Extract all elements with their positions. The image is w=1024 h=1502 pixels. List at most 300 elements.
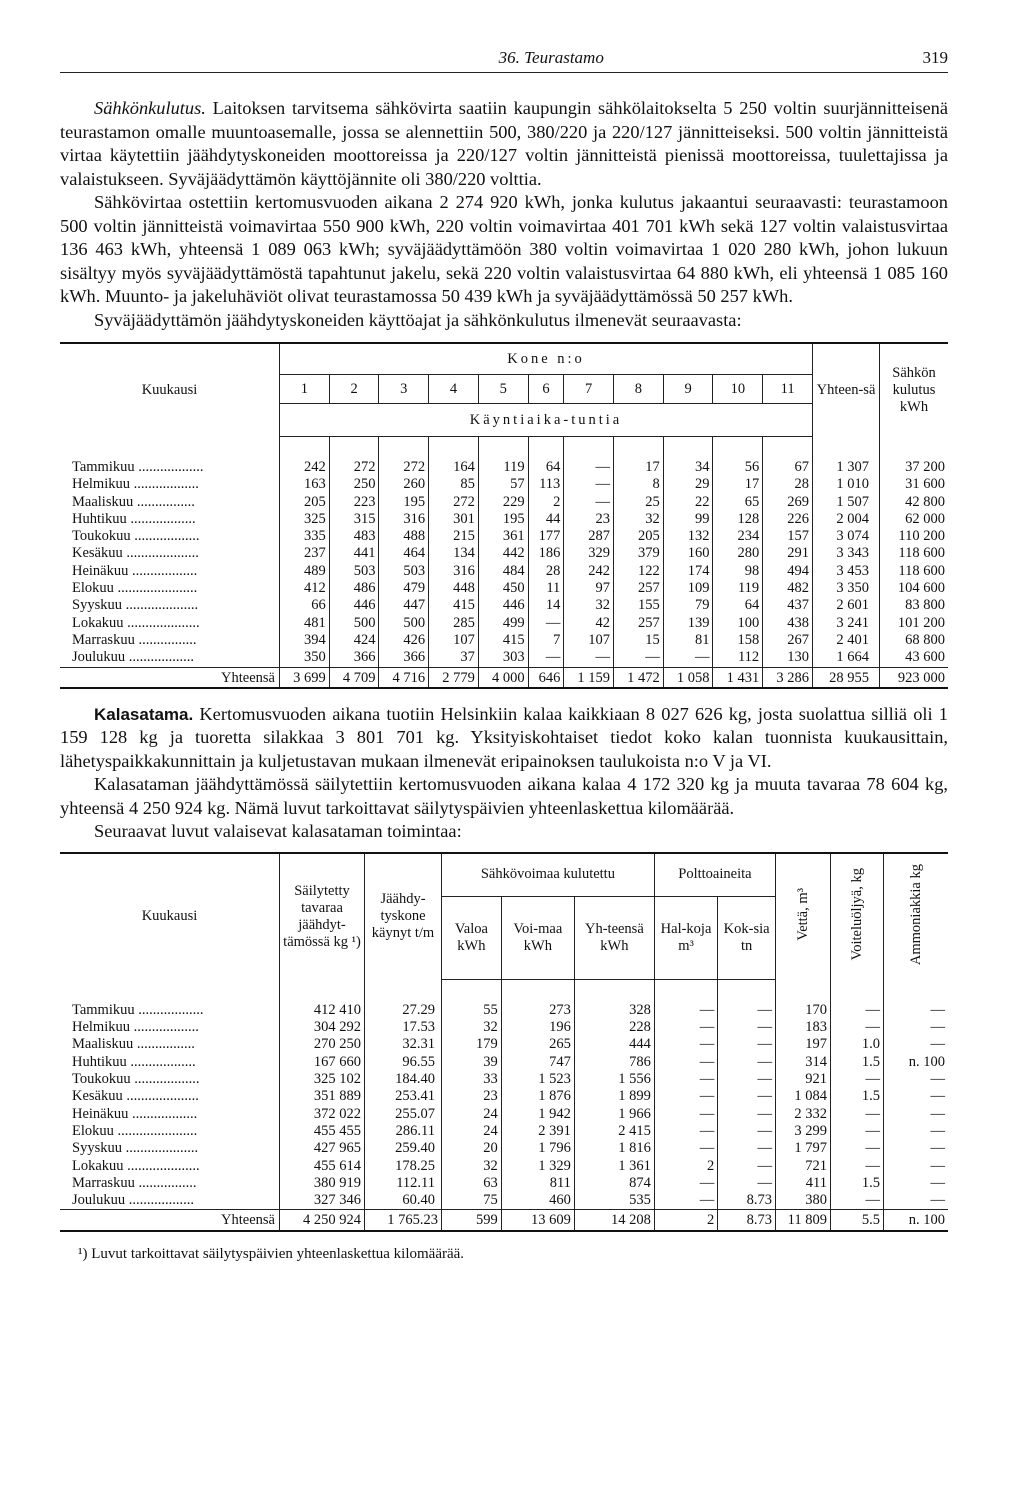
- value-cell: 42: [564, 615, 614, 632]
- value-cell: 286.11: [365, 1123, 442, 1140]
- value-cell: 257: [614, 580, 664, 597]
- value-cell: 39: [442, 1054, 502, 1071]
- value-cell: 32: [614, 511, 664, 528]
- total-cell: 4 716: [379, 667, 429, 688]
- value-cell: —: [718, 1054, 776, 1071]
- table-row: [60, 1036, 948, 1053]
- value-cell: 415: [429, 597, 479, 614]
- value-cell: 1.0: [831, 1036, 884, 1053]
- value-cell: —: [718, 1088, 776, 1105]
- value-cell: 250: [329, 476, 379, 493]
- value-cell: 157: [763, 528, 813, 545]
- value-cell: —: [884, 1123, 949, 1140]
- value-cell: 3 343: [813, 545, 880, 562]
- value-cell: 448: [429, 580, 479, 597]
- value-cell: —: [831, 1002, 884, 1019]
- value-cell: 257: [614, 615, 664, 632]
- value-cell: 412: [280, 580, 330, 597]
- spacer-cell: [478, 437, 528, 460]
- spacer-cell: [880, 437, 949, 460]
- spacer-cell: [442, 979, 502, 1002]
- col-machine-header: 9: [663, 375, 713, 404]
- month-cell: Toukokuu ..................: [72, 528, 200, 545]
- value-cell: 380 919: [280, 1175, 365, 1192]
- value-cell: 287: [564, 528, 614, 545]
- value-cell: 455 455: [280, 1123, 365, 1140]
- value-cell: 223: [329, 494, 379, 511]
- value-cell: 1 507: [813, 494, 880, 511]
- value-cell: 328: [574, 1002, 654, 1019]
- value-cell: —: [831, 1192, 884, 1210]
- paragraph-text: Kertomusvuoden aikana tuotiin Helsinkiin kalaa kaikkiaan 8 027 626 kg, josta suolattua silliä oli 1 159 128 kg ja tuoretta silakkaa 3 801 701 kg. Yksityiskohtaiset tiedot koko kalan tuonnista kuukausittain, lähetyspaikkakunnittain ja kuljetustavan mukaan ilmenevät eripainoksen taulukoista n:o V ja VI.: [60, 703, 948, 771]
- value-cell: —: [884, 1002, 949, 1019]
- spacer-cell: [713, 437, 763, 460]
- page-number: 319: [922, 48, 948, 67]
- total-cell: 13 609: [501, 1210, 574, 1231]
- value-cell: 195: [379, 494, 429, 511]
- col-ammonia-header: Ammoniakkia kg: [884, 853, 949, 980]
- value-cell: 60.40: [365, 1192, 442, 1210]
- value-cell: 301: [429, 511, 479, 528]
- value-cell: 3 241: [813, 615, 880, 632]
- value-cell: 316: [429, 563, 479, 580]
- value-cell: 32.31: [365, 1036, 442, 1053]
- total-cell: 3 286: [763, 667, 813, 688]
- value-cell: 486: [329, 580, 379, 597]
- section-fish-harbour: [60, 703, 948, 844]
- table-row: [60, 511, 948, 528]
- value-cell: 488: [379, 528, 429, 545]
- spacer-cell: [429, 437, 479, 460]
- value-cell: 37 200: [880, 459, 949, 476]
- table-row: [60, 1123, 948, 1140]
- value-cell: 482: [763, 580, 813, 597]
- value-cell: 351 889: [280, 1088, 365, 1105]
- col-power-total-header: Yh-teensä kWh: [574, 896, 654, 979]
- month-cell: Lokakuu ....................: [72, 614, 200, 631]
- spacer-cell: [718, 979, 776, 1002]
- value-cell: 130: [763, 649, 813, 667]
- total-cell: 11 809: [776, 1210, 831, 1231]
- value-cell: 79: [663, 597, 713, 614]
- value-cell: 315: [329, 511, 379, 528]
- value-cell: 2 415: [574, 1123, 654, 1140]
- value-cell: 229: [478, 494, 528, 511]
- value-cell: —: [564, 649, 614, 667]
- col-machine-header: 4: [429, 375, 479, 404]
- value-cell: 32: [564, 597, 614, 614]
- total-row: [60, 1210, 948, 1231]
- value-cell: 242: [280, 459, 330, 476]
- value-cell: 8.73: [718, 1192, 776, 1210]
- value-cell: 99: [663, 511, 713, 528]
- value-cell: 500: [379, 615, 429, 632]
- value-cell: 1 664: [813, 649, 880, 667]
- value-cell: 83 800: [880, 597, 949, 614]
- table-row: [60, 1071, 948, 1088]
- value-cell: 205: [280, 494, 330, 511]
- col-coke-header: Kok-sia tn: [718, 896, 776, 979]
- spacer-cell: [528, 437, 564, 460]
- value-cell: 503: [329, 563, 379, 580]
- month-cell: Toukokuu ..................: [72, 1071, 200, 1088]
- total-cell: 14 208: [574, 1210, 654, 1231]
- month-cell: Joulukuu ..................: [72, 1192, 195, 1209]
- value-cell: —: [718, 1123, 776, 1140]
- value-cell: 64: [528, 459, 564, 476]
- value-cell: 85: [429, 476, 479, 493]
- paragraph: Syväjäädyttämön jäähdytyskoneiden käyttöajat ja sähkönkulutus ilmenevät seuraavasta:: [94, 309, 742, 330]
- value-cell: —: [884, 1140, 949, 1157]
- value-cell: 272: [429, 494, 479, 511]
- total-cell: 1 765.23: [365, 1210, 442, 1231]
- value-cell: 1.5: [831, 1175, 884, 1192]
- value-cell: 1 523: [501, 1071, 574, 1088]
- col-total-header: Yhteen-sä: [813, 343, 880, 437]
- value-cell: 56: [713, 459, 763, 476]
- value-cell: —: [718, 1140, 776, 1157]
- value-cell: 811: [501, 1175, 574, 1192]
- value-cell: 134: [429, 545, 479, 562]
- value-cell: 426: [379, 632, 429, 649]
- table-row: [60, 1002, 948, 1019]
- value-cell: 379: [614, 545, 664, 562]
- running-header: [60, 48, 948, 73]
- value-cell: 272: [379, 459, 429, 476]
- table-row: [60, 1158, 948, 1175]
- value-cell: 32: [442, 1019, 502, 1036]
- value-cell: 34: [663, 459, 713, 476]
- col-machine-header: 2: [329, 375, 379, 404]
- value-cell: —: [884, 1192, 949, 1210]
- month-cell: Maaliskuu ................: [72, 493, 195, 510]
- value-cell: 721: [776, 1158, 831, 1175]
- value-cell: 119: [713, 580, 763, 597]
- col-light-header: Valoa kWh: [442, 896, 502, 979]
- value-cell: —: [614, 649, 664, 667]
- total-cell: 8.73: [718, 1210, 776, 1231]
- value-cell: 273: [501, 1002, 574, 1019]
- table-row: [60, 1054, 948, 1071]
- value-cell: 1 942: [501, 1106, 574, 1123]
- value-cell: 479: [379, 580, 429, 597]
- value-cell: —: [564, 476, 614, 493]
- value-cell: 327 346: [280, 1192, 365, 1210]
- value-cell: 291: [763, 545, 813, 562]
- value-cell: 427 965: [280, 1140, 365, 1157]
- total-cell: 2 779: [429, 667, 479, 688]
- value-cell: 1 816: [574, 1140, 654, 1157]
- value-cell: —: [654, 1140, 717, 1157]
- col-month-header: Kuukausi: [141, 908, 198, 925]
- value-cell: 481: [280, 615, 330, 632]
- month-cell: Kesäkuu ....................: [72, 1088, 199, 1105]
- value-cell: 2 391: [501, 1123, 574, 1140]
- paragraph-text: Laitoksen tarvitsema sähkövirta saatiin kaupungin sähkölaitokselta 5 250 voltin suurjännitteisenä teurastamon omalle muuntoasemalle, jossa se alennettiin 500, 380/220 ja 220/127 jännitteiseksi. 500 voltin jännitteistä virtaa käytettiin jäähdytyskoneiden moottoreissa ja 220/127 voltin jännitteistä pienissä moottoreissa, tuulettajissa ja valaistukseen. Syväjäädyttämön käyttöjännite oli 380/220 volttia.: [60, 98, 948, 189]
- spacer-cell: [329, 437, 379, 460]
- spacer-cell: [574, 979, 654, 1002]
- value-cell: —: [654, 1036, 717, 1053]
- month-cell: Elokuu ......................: [72, 1122, 198, 1139]
- value-cell: 1 329: [501, 1158, 574, 1175]
- col-machine-header: 5: [478, 375, 528, 404]
- month-cell: Huhtikuu ..................: [72, 510, 196, 527]
- total-cell: 1 159: [564, 667, 614, 688]
- paragraph: [60, 97, 948, 191]
- value-cell: 174: [663, 563, 713, 580]
- spacer-cell: [501, 979, 574, 1002]
- value-cell: 57: [478, 476, 528, 493]
- col-machine-header: 10: [713, 375, 763, 404]
- value-cell: 183: [776, 1019, 831, 1036]
- value-cell: 24: [442, 1106, 502, 1123]
- value-cell: 265: [501, 1036, 574, 1053]
- total-cell: 3 699: [280, 667, 330, 688]
- value-cell: —: [654, 1002, 717, 1019]
- value-cell: 163: [280, 476, 330, 493]
- value-cell: 499: [478, 615, 528, 632]
- month-cell: Kesäkuu ....................: [72, 545, 199, 562]
- month-cell: Marraskuu ................: [72, 631, 197, 648]
- value-cell: 2 401: [813, 632, 880, 649]
- total-cell: 4 000: [478, 667, 528, 688]
- value-cell: —: [884, 1175, 949, 1192]
- col-stored-header: Säilytetty tavaraa jäähdyt-tämössä kg ¹): [280, 853, 365, 980]
- month-cell: Heinäkuu ..................: [72, 562, 198, 579]
- value-cell: 325 102: [280, 1071, 365, 1088]
- spacer-cell: [884, 979, 949, 1002]
- value-cell: —: [718, 1158, 776, 1175]
- value-cell: 215: [429, 528, 479, 545]
- value-cell: 3 350: [813, 580, 880, 597]
- value-cell: 128: [713, 511, 763, 528]
- value-cell: 97: [564, 580, 614, 597]
- month-cell: Marraskuu ................: [72, 1174, 197, 1191]
- value-cell: 8: [614, 476, 664, 493]
- value-cell: 197: [776, 1036, 831, 1053]
- value-cell: 438: [763, 615, 813, 632]
- col-machine-header: 7: [564, 375, 614, 404]
- value-cell: 304 292: [280, 1019, 365, 1036]
- value-cell: 228: [574, 1019, 654, 1036]
- spacer-cell: [614, 437, 664, 460]
- group-header-runtime: Käyntiaika-tuntia: [280, 404, 813, 437]
- value-cell: 455 614: [280, 1158, 365, 1175]
- spacer-cell: [365, 979, 442, 1002]
- table-row: [60, 1175, 948, 1192]
- value-cell: 100: [713, 615, 763, 632]
- value-cell: 65: [713, 494, 763, 511]
- value-cell: —: [884, 1071, 949, 1088]
- value-cell: 15: [614, 632, 664, 649]
- value-cell: 196: [501, 1019, 574, 1036]
- value-cell: 380: [776, 1192, 831, 1210]
- value-cell: 1 361: [574, 1158, 654, 1175]
- spacer-cell: [280, 437, 330, 460]
- table-row: [60, 476, 948, 493]
- table-row: [60, 597, 948, 614]
- spacer-cell: [60, 437, 280, 460]
- value-cell: —: [564, 459, 614, 476]
- value-cell: 255.07: [365, 1106, 442, 1123]
- value-cell: 179: [442, 1036, 502, 1053]
- month-cell: Tammikuu ..................: [72, 1001, 204, 1018]
- value-cell: 1 899: [574, 1088, 654, 1105]
- section-electricity: [60, 97, 948, 332]
- total-cell: 646: [528, 667, 564, 688]
- value-cell: —: [528, 615, 564, 632]
- value-cell: —: [564, 494, 614, 511]
- total-cell: 28 955: [813, 667, 880, 688]
- value-cell: 109: [663, 580, 713, 597]
- table-row: [60, 632, 948, 649]
- value-cell: 11: [528, 580, 564, 597]
- section-lead: Kalasatama.: [94, 704, 194, 724]
- total-cell: 4 709: [329, 667, 379, 688]
- value-cell: 2: [654, 1158, 717, 1175]
- spacer-cell: [379, 437, 429, 460]
- value-cell: —: [831, 1158, 884, 1175]
- table-row: [60, 459, 948, 476]
- table-row: [60, 528, 948, 545]
- total-cell: 1 431: [713, 667, 763, 688]
- value-cell: 500: [329, 615, 379, 632]
- total-cell: 923 000: [880, 667, 949, 688]
- value-cell: 14: [528, 597, 564, 614]
- value-cell: 98: [713, 563, 763, 580]
- value-cell: n. 100: [884, 1054, 949, 1071]
- value-cell: 325: [280, 511, 330, 528]
- paragraph: [60, 703, 948, 774]
- value-cell: 112: [713, 649, 763, 667]
- value-cell: 1 307: [813, 459, 880, 476]
- spacer-cell: [60, 979, 280, 1002]
- spacer-cell: [654, 979, 717, 1002]
- value-cell: 158: [713, 632, 763, 649]
- value-cell: 316: [379, 511, 429, 528]
- value-cell: 269: [763, 494, 813, 511]
- table-row: [60, 1192, 948, 1210]
- value-cell: 28: [528, 563, 564, 580]
- value-cell: —: [831, 1123, 884, 1140]
- value-cell: 450: [478, 580, 528, 597]
- value-cell: 55: [442, 1002, 502, 1019]
- value-cell: 1 876: [501, 1088, 574, 1105]
- value-cell: 20: [442, 1140, 502, 1157]
- value-cell: 272: [329, 459, 379, 476]
- value-cell: 167 660: [280, 1054, 365, 1071]
- value-cell: 424: [329, 632, 379, 649]
- value-cell: 139: [663, 615, 713, 632]
- value-cell: 444: [574, 1036, 654, 1053]
- value-cell: 1 556: [574, 1071, 654, 1088]
- value-cell: 62 000: [880, 511, 949, 528]
- value-cell: 17.53: [365, 1019, 442, 1036]
- value-cell: 2 601: [813, 597, 880, 614]
- table-row: [60, 580, 948, 597]
- value-cell: —: [654, 1019, 717, 1036]
- value-cell: 786: [574, 1054, 654, 1071]
- value-cell: 253.41: [365, 1088, 442, 1105]
- fish-harbour-table: [60, 852, 948, 1232]
- value-cell: 874: [574, 1175, 654, 1192]
- value-cell: 437: [763, 597, 813, 614]
- value-cell: 494: [763, 563, 813, 580]
- value-cell: —: [528, 649, 564, 667]
- month-cell: Maaliskuu ................: [72, 1036, 195, 1053]
- value-cell: 446: [478, 597, 528, 614]
- total-label: Yhteensä: [60, 1210, 280, 1231]
- value-cell: 23: [564, 511, 614, 528]
- col-power-header: Sähkön kulutus kWh: [880, 343, 949, 437]
- value-cell: 7: [528, 632, 564, 649]
- value-cell: 205: [614, 528, 664, 545]
- value-cell: 314: [776, 1054, 831, 1071]
- value-cell: —: [831, 1019, 884, 1036]
- value-cell: 22: [663, 494, 713, 511]
- value-cell: 160: [663, 545, 713, 562]
- value-cell: 75: [442, 1192, 502, 1210]
- value-cell: 132: [663, 528, 713, 545]
- value-cell: 394: [280, 632, 330, 649]
- table-row: [60, 494, 948, 511]
- value-cell: 1 796: [501, 1140, 574, 1157]
- total-row: [60, 667, 948, 688]
- value-cell: 96.55: [365, 1054, 442, 1071]
- spacer-row: [60, 979, 948, 1002]
- value-cell: 366: [379, 649, 429, 667]
- value-cell: —: [654, 1175, 717, 1192]
- table-row: [60, 1140, 948, 1157]
- table-row: [60, 545, 948, 562]
- value-cell: —: [663, 649, 713, 667]
- value-cell: —: [831, 1071, 884, 1088]
- spacer-cell: [763, 437, 813, 460]
- paragraph: Sähkövirtaa ostettiin kertomusvuoden aikana 2 274 920 kWh, jonka kulutus jakaantui seuraavasti: teurastamoon 500 voltin jännitteistä voimavirtaa 550 900 kWh, 220 voltin voimavirtaa 401 701 kWh sekä 127 voltin valaistusvirtaa 136 463 kWh, yhteensä 1 089 063 kWh; syväjäädyttämöön 380 voltin voimavirtaa 1 020 280 kWh, johon lukuun sisältyy myös syväjäädyttämöstä tapahtunut jakelu, sekä 220 voltin valaistusvirtaa 64 880 kWh, eli yhteensä 1 085 160 kWh. Muunto- ja jakeluhäviöt olivat teurastamossa 50 439 kWh ja syväjäädyttämössä 50 257 kWh.: [60, 192, 948, 306]
- col-month-header: Kuukausi: [141, 381, 198, 398]
- value-cell: 441: [329, 545, 379, 562]
- month-cell: Syyskuu ....................: [72, 1140, 199, 1157]
- value-cell: 110 200: [880, 528, 949, 545]
- value-cell: 118 600: [880, 545, 949, 562]
- spacer-cell: [564, 437, 614, 460]
- col-machine-header: 11: [763, 375, 813, 404]
- value-cell: 29: [663, 476, 713, 493]
- col-cooling-header: Jäähdy-tyskone käynyt t/m: [365, 853, 442, 980]
- value-cell: —: [884, 1158, 949, 1175]
- value-cell: 1.5: [831, 1088, 884, 1105]
- value-cell: 164: [429, 459, 479, 476]
- col-wood-header: Hal-koja m³: [654, 896, 717, 979]
- value-cell: 361: [478, 528, 528, 545]
- total-cell: n. 100: [884, 1210, 949, 1231]
- value-cell: 484: [478, 563, 528, 580]
- value-cell: 921: [776, 1071, 831, 1088]
- month-cell: Tammikuu ..................: [72, 459, 204, 475]
- value-cell: 177: [528, 528, 564, 545]
- col-oil-header: Voiteluöljyä, kg: [831, 853, 884, 980]
- value-cell: 259.40: [365, 1140, 442, 1157]
- value-cell: 242: [564, 563, 614, 580]
- value-cell: 415: [478, 632, 528, 649]
- value-cell: —: [884, 1019, 949, 1036]
- value-cell: 447: [379, 597, 429, 614]
- value-cell: —: [718, 1002, 776, 1019]
- table-row: [60, 615, 948, 632]
- value-cell: 37: [429, 649, 479, 667]
- value-cell: 43 600: [880, 649, 949, 667]
- value-cell: 366: [329, 649, 379, 667]
